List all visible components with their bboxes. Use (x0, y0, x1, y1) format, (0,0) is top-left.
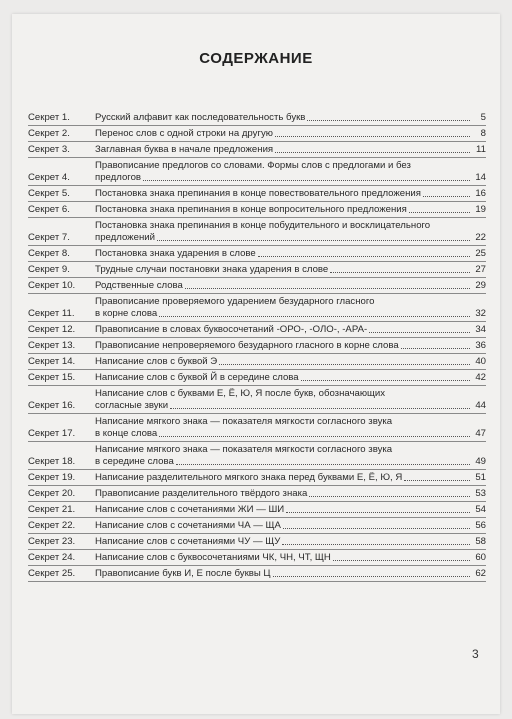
toc-entry-page: 34 (475, 324, 486, 335)
toc-entry (28, 470, 486, 486)
dot-leader (404, 480, 470, 481)
toc-entry (28, 354, 486, 370)
toc-entry-number: Секрет 2. (28, 128, 70, 139)
toc-entry-title (95, 472, 472, 484)
toc-entry-title (95, 568, 472, 580)
dot-leader (283, 528, 470, 529)
toc-entry (28, 126, 486, 142)
toc-entry-title-line: Написание мягкого знака — показателя мягкости согласного звука (95, 416, 393, 427)
toc-entry-title (95, 296, 472, 320)
toc-entry-number: Секрет 11. (28, 308, 75, 319)
toc-entry (28, 246, 486, 262)
toc-entry-number: Секрет 21. (28, 504, 76, 515)
toc-entry-title (95, 188, 472, 200)
toc-entry-page: 62 (475, 568, 486, 579)
toc-entry-title-line: Правописание непроверяемого безударного гласного в корне слова (95, 340, 399, 351)
toc-entry-title-line: Правописание предлогов со словами. Формы слов с предлогами и без (95, 160, 411, 171)
toc-entry (28, 110, 486, 126)
toc-entry (28, 442, 486, 470)
toc-entry-title (95, 444, 472, 468)
toc-entry-title (95, 324, 472, 336)
toc-entry-number: Секрет 5. (28, 188, 70, 199)
toc-entry (28, 414, 486, 442)
toc-entry-title-line: Написание слов с буквой Й в середине слова (95, 372, 299, 383)
toc-entry-number: Секрет 9. (28, 264, 70, 275)
toc-entry (28, 278, 486, 294)
toc-entry-number: Секрет 15. (28, 372, 76, 383)
toc-entry-number: Секрет 8. (28, 248, 70, 259)
toc-entry-number: Секрет 14. (28, 356, 76, 367)
toc-entry-page: 11 (476, 144, 486, 155)
toc-entry-title-line: Постановка знака препинания в конце побудительного и восклицательного (95, 220, 431, 231)
table-of-contents (28, 110, 486, 582)
toc-entry-page: 44 (475, 400, 486, 411)
toc-entry (28, 518, 486, 534)
toc-entry-title-line: в конце слова (95, 428, 158, 439)
toc-entry-number: Секрет 13. (28, 340, 76, 351)
toc-entry-title-line: Перенос слов с одной строки на другую (95, 128, 273, 139)
toc-entry-page: 29 (475, 280, 486, 291)
toc-entry-title (95, 128, 472, 140)
toc-entry-title (95, 520, 472, 532)
toc-entry (28, 322, 486, 338)
toc-entry-number: Секрет 25. (28, 568, 76, 579)
toc-entry-title-line: согласные звуки (95, 400, 169, 411)
toc-entry (28, 202, 486, 218)
toc-entry-page: 58 (475, 536, 486, 547)
toc-entry-number: Секрет 19. (28, 472, 76, 483)
toc-entry-number: Секрет 7. (28, 232, 70, 243)
toc-entry-page: 27 (475, 264, 486, 275)
dot-leader (176, 464, 470, 465)
dot-leader (159, 316, 470, 317)
toc-entry-title (95, 112, 472, 124)
toc-entry-number: Секрет 23. (28, 536, 76, 547)
dot-leader (286, 512, 470, 513)
toc-entry-title (95, 220, 472, 244)
toc-entry-number: Секрет 4. (28, 172, 70, 183)
toc-entry-title (95, 280, 472, 292)
dot-leader (409, 212, 470, 213)
toc-entry (28, 486, 486, 502)
toc-entry-number: Секрет 24. (28, 552, 76, 563)
toc-entry-page: 53 (475, 488, 486, 499)
toc-entry-title-line: Написание разделительного мягкого знака перед буквами Е, Ё, Ю, Я (95, 472, 403, 483)
toc-entry-title-line: Написание слов с сочетаниями ЧУ — ЩУ (95, 536, 281, 547)
toc-entry-title-line: Постановка знака препинания в конце вопросительного предложения (95, 204, 407, 215)
toc-entry-title-line: Русский алфавит как последовательность букв (95, 112, 306, 123)
toc-entry-title (95, 264, 472, 276)
toc-entry-page: 36 (475, 340, 486, 351)
toc-entry-page: 22 (475, 232, 486, 243)
toc-entry-title (95, 504, 472, 516)
toc-entry-page: 25 (475, 248, 486, 259)
toc-entry (28, 566, 486, 582)
dot-leader (307, 120, 470, 121)
toc-entry-title-line: Написание слов с сочетаниями ЧА — ЩА (95, 520, 281, 531)
toc-entry-title-line: Написание слов с буквосочетаниями ЧК, ЧН, ЧТ, ЩН (95, 552, 331, 563)
toc-entry-title-line: предложений (95, 232, 155, 243)
toc-entry-number: Секрет 18. (28, 456, 76, 467)
dot-leader (219, 364, 470, 365)
toc-entry-title (95, 204, 472, 216)
toc-entry-page: 16 (475, 188, 486, 199)
dot-leader (258, 256, 470, 257)
toc-entry-title-line: Правописание букв И, Е после буквы Ц (95, 568, 271, 579)
toc-entry-page: 32 (475, 308, 486, 319)
toc-entry (28, 142, 486, 158)
toc-entry-title-line: в середине слова (95, 456, 174, 467)
toc-entry (28, 386, 486, 414)
toc-entry (28, 502, 486, 518)
toc-entry-page: 56 (475, 520, 486, 531)
toc-entry-page: 5 (480, 112, 486, 123)
toc-entry-number: Секрет 10. (28, 280, 76, 291)
toc-entry-title-line: Правописание проверяемого ударением безударного гласного (95, 296, 375, 307)
toc-entry-title (95, 416, 472, 440)
dot-leader (330, 272, 470, 273)
dot-leader (157, 240, 470, 241)
toc-entry-page: 19 (475, 204, 486, 215)
toc-entry (28, 534, 486, 550)
dot-leader (159, 436, 470, 437)
toc-entry-title-line: Постановка знака препинания в конце повествовательного предложения (95, 188, 421, 199)
toc-entry (28, 158, 486, 186)
dot-leader (333, 560, 470, 561)
toc-entry-title (95, 160, 472, 184)
toc-entry-number: Секрет 22. (28, 520, 76, 531)
toc-entry (28, 550, 486, 566)
dot-leader (369, 332, 470, 333)
toc-entry-title (95, 356, 472, 368)
toc-entry-page: 42 (475, 372, 486, 383)
toc-entry-page: 54 (475, 504, 486, 515)
dot-leader (401, 348, 470, 349)
toc-entry-title-line: предлогов (95, 172, 142, 183)
dot-leader (282, 544, 470, 545)
toc-entry-page: 51 (475, 472, 486, 483)
toc-entry-page: 8 (480, 128, 486, 139)
toc-entry-title-line: Написание слов с буквой Э (95, 356, 218, 367)
toc-entry-title (95, 488, 472, 500)
dot-leader (185, 288, 470, 289)
toc-entry-title-line: Написание слов с буквами Е, Ё, Ю, Я после букв, обозначающих (95, 388, 386, 399)
toc-entry-title-line: Правописание разделительного твёрдого знака (95, 488, 308, 499)
dot-leader (309, 496, 470, 497)
dot-leader (275, 152, 470, 153)
toc-entry-title-line: Родственные слова (95, 280, 183, 291)
toc-entry-title-line: в корне слова (95, 308, 158, 319)
toc-entry (28, 370, 486, 386)
toc-entry-title (95, 388, 472, 412)
dot-leader (143, 180, 470, 181)
page-number: 3 (472, 647, 479, 661)
toc-entry-title (95, 372, 472, 384)
dot-leader (301, 380, 470, 381)
toc-entry-number: Секрет 20. (28, 488, 76, 499)
toc-entry-title (95, 144, 472, 156)
toc-entry-title-line: Написание мягкого знака — показателя мягкости согласного звука (95, 444, 393, 455)
toc-entry-title-line: Трудные случаи постановки знака ударения в слове (95, 264, 329, 275)
toc-entry-title-line: Правописание в словах буквосочетаний -ОРО-, -ОЛО-, -АРА- (95, 324, 368, 335)
toc-entry-page: 14 (475, 172, 486, 183)
toc-entry-page: 60 (475, 552, 486, 563)
dot-leader (423, 196, 470, 197)
toc-entry-title (95, 552, 472, 564)
toc-entry-title-line: Написание слов с сочетаниями ЖИ — ШИ (95, 504, 285, 515)
toc-entry-number: Секрет 6. (28, 204, 70, 215)
toc-entry-title-line: Заглавная буква в начале предложения (95, 144, 274, 155)
toc-entry-title-line: Постановка знака ударения в слове (95, 248, 256, 259)
dot-leader (273, 576, 470, 577)
toc-entry (28, 218, 486, 246)
toc-entry-page: 47 (475, 428, 486, 439)
toc-entry (28, 262, 486, 278)
toc-entry-number: Секрет 1. (28, 112, 70, 123)
toc-entry-title (95, 248, 472, 260)
toc-entry-title (95, 536, 472, 548)
dot-leader (170, 408, 470, 409)
page-title: СОДЕРЖАНИЕ (199, 50, 313, 67)
toc-entry (28, 186, 486, 202)
toc-entry-page: 40 (475, 356, 486, 367)
toc-entry-number: Секрет 3. (28, 144, 70, 155)
toc-entry-page: 49 (475, 456, 486, 467)
toc-entry-number: Секрет 17. (28, 428, 76, 439)
toc-entry (28, 338, 486, 354)
toc-entry (28, 294, 486, 322)
toc-entry-number: Секрет 12. (28, 324, 76, 335)
toc-entry-title (95, 340, 472, 352)
toc-entry-number: Секрет 16. (28, 400, 76, 411)
dot-leader (275, 136, 470, 137)
